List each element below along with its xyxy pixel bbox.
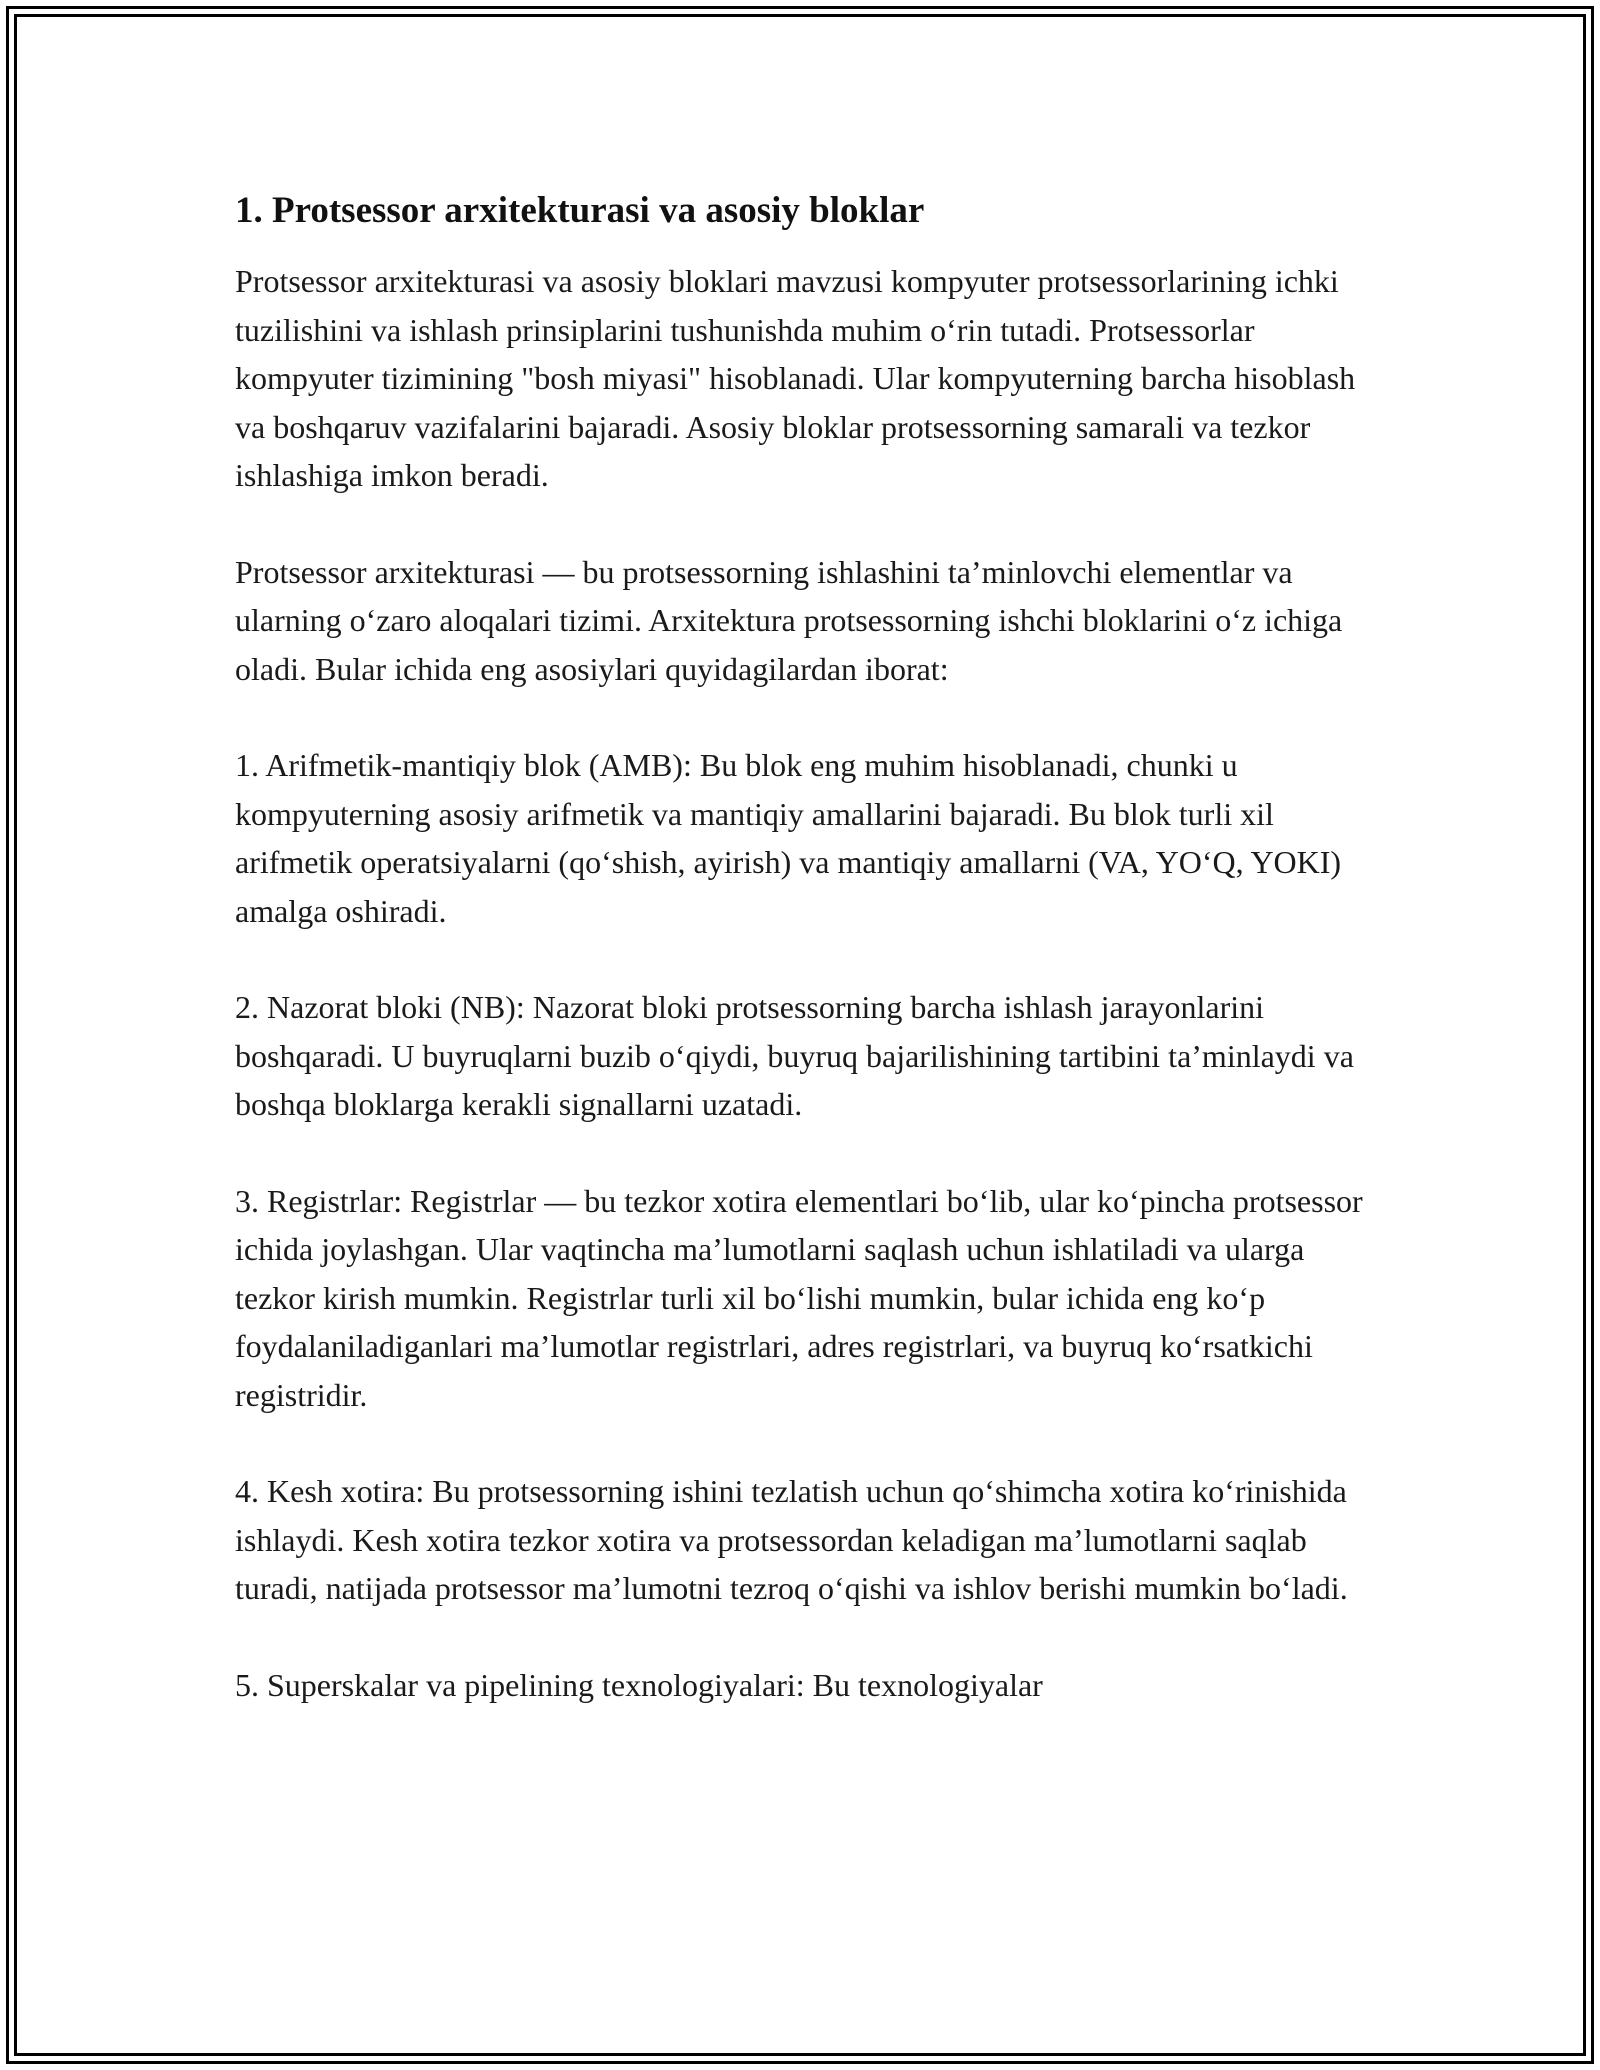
page-title: 1. Protsessor arxitekturasi va asosiy bloklar <box>235 190 925 231</box>
paragraph-alu: 1. Arifmetik-mantiqiy blok (AMB): Bu blok eng muhim hisoblanadi, chunki u kompyuterning asosiy arifmetik va mantiqiy amallarini bajaradi. Bu blok turli xil arifmetik operatsiyalarni (qo‘shish, ayirish) va mantiqiy amallarni (VA, YO‘Q, YOKI) amalga oshiradi. <box>235 747 1342 929</box>
paragraph-superscalar: 5. Superskalar va pipelining texnologiyalari: Bu texnologiyalar <box>235 1666 1043 1703</box>
document-page <box>235 185 1385 1757</box>
paragraph-control-unit: 2. Nazorat bloki (NB): Nazorat bloki protsessorning barcha ishlash jarayonlarini boshqaradi. U buyruqlarni buzib o‘qiydi, buyruq bajarilishining tartibini ta’minlaydi va boshqa bloklarga kerakli signallarni uzatadi. <box>235 989 1354 1122</box>
paragraph-cache: 4. Kesh xotira: Bu protsessorning ishini tezlatish uchun qo‘shimcha xotira ko‘rinishida ishlaydi. Kesh xotira tezkor xotira va protsessordan keladigan ma’lumotlarni saqlab turadi, natijada protsessor ma’lumotni tezroq o‘qishi va ishlov berishi mumkin bo‘ladi. <box>235 1473 1348 1606</box>
paragraph-intro: Protsessor arxitekturasi va asosiy bloklari mavzusi kompyuter protsessorlarining ichki tuzilishini va ishlash prinsiplarini tushunishda muhim o‘rin tutadi. Protsessorlar kompyuter tizimining "bosh miyasi" hisoblanadi. Ular kompyuterning barcha hisoblash va boshqaruv vazifalarini bajaradi. Asosiy bloklar protsessorning samarali va tezkor ishlashiga imkon beradi. <box>235 263 1356 493</box>
paragraph-architecture-definition: Protsessor arxitekturasi — bu protsessorning ishlashini ta’minlovchi elementlar va ularning o‘zaro aloqalari tizimi. Arxitektura protsessorning ishchi bloklarini o‘z ichiga oladi. Bular ichida eng asosiylari quyidagilardan iborat: <box>235 553 1343 687</box>
paragraph-registers: 3. Registrlar: Registrlar — bu tezkor xotira elementlari bo‘lib, ular ko‘pincha protsessor ichida joylashgan. Ular vaqtincha ma’lumotlarni saqlash uchun ishlatiladi va ularga tezkor kirish mumkin. Registrlar turli xil bo‘lishi mumkin, bular ichida eng ko‘p foydalaniladiganlari ma’lumotlar registrlari, adres registrlari, va buyruq ko‘rsatkichi registridir. <box>235 1182 1363 1413</box>
